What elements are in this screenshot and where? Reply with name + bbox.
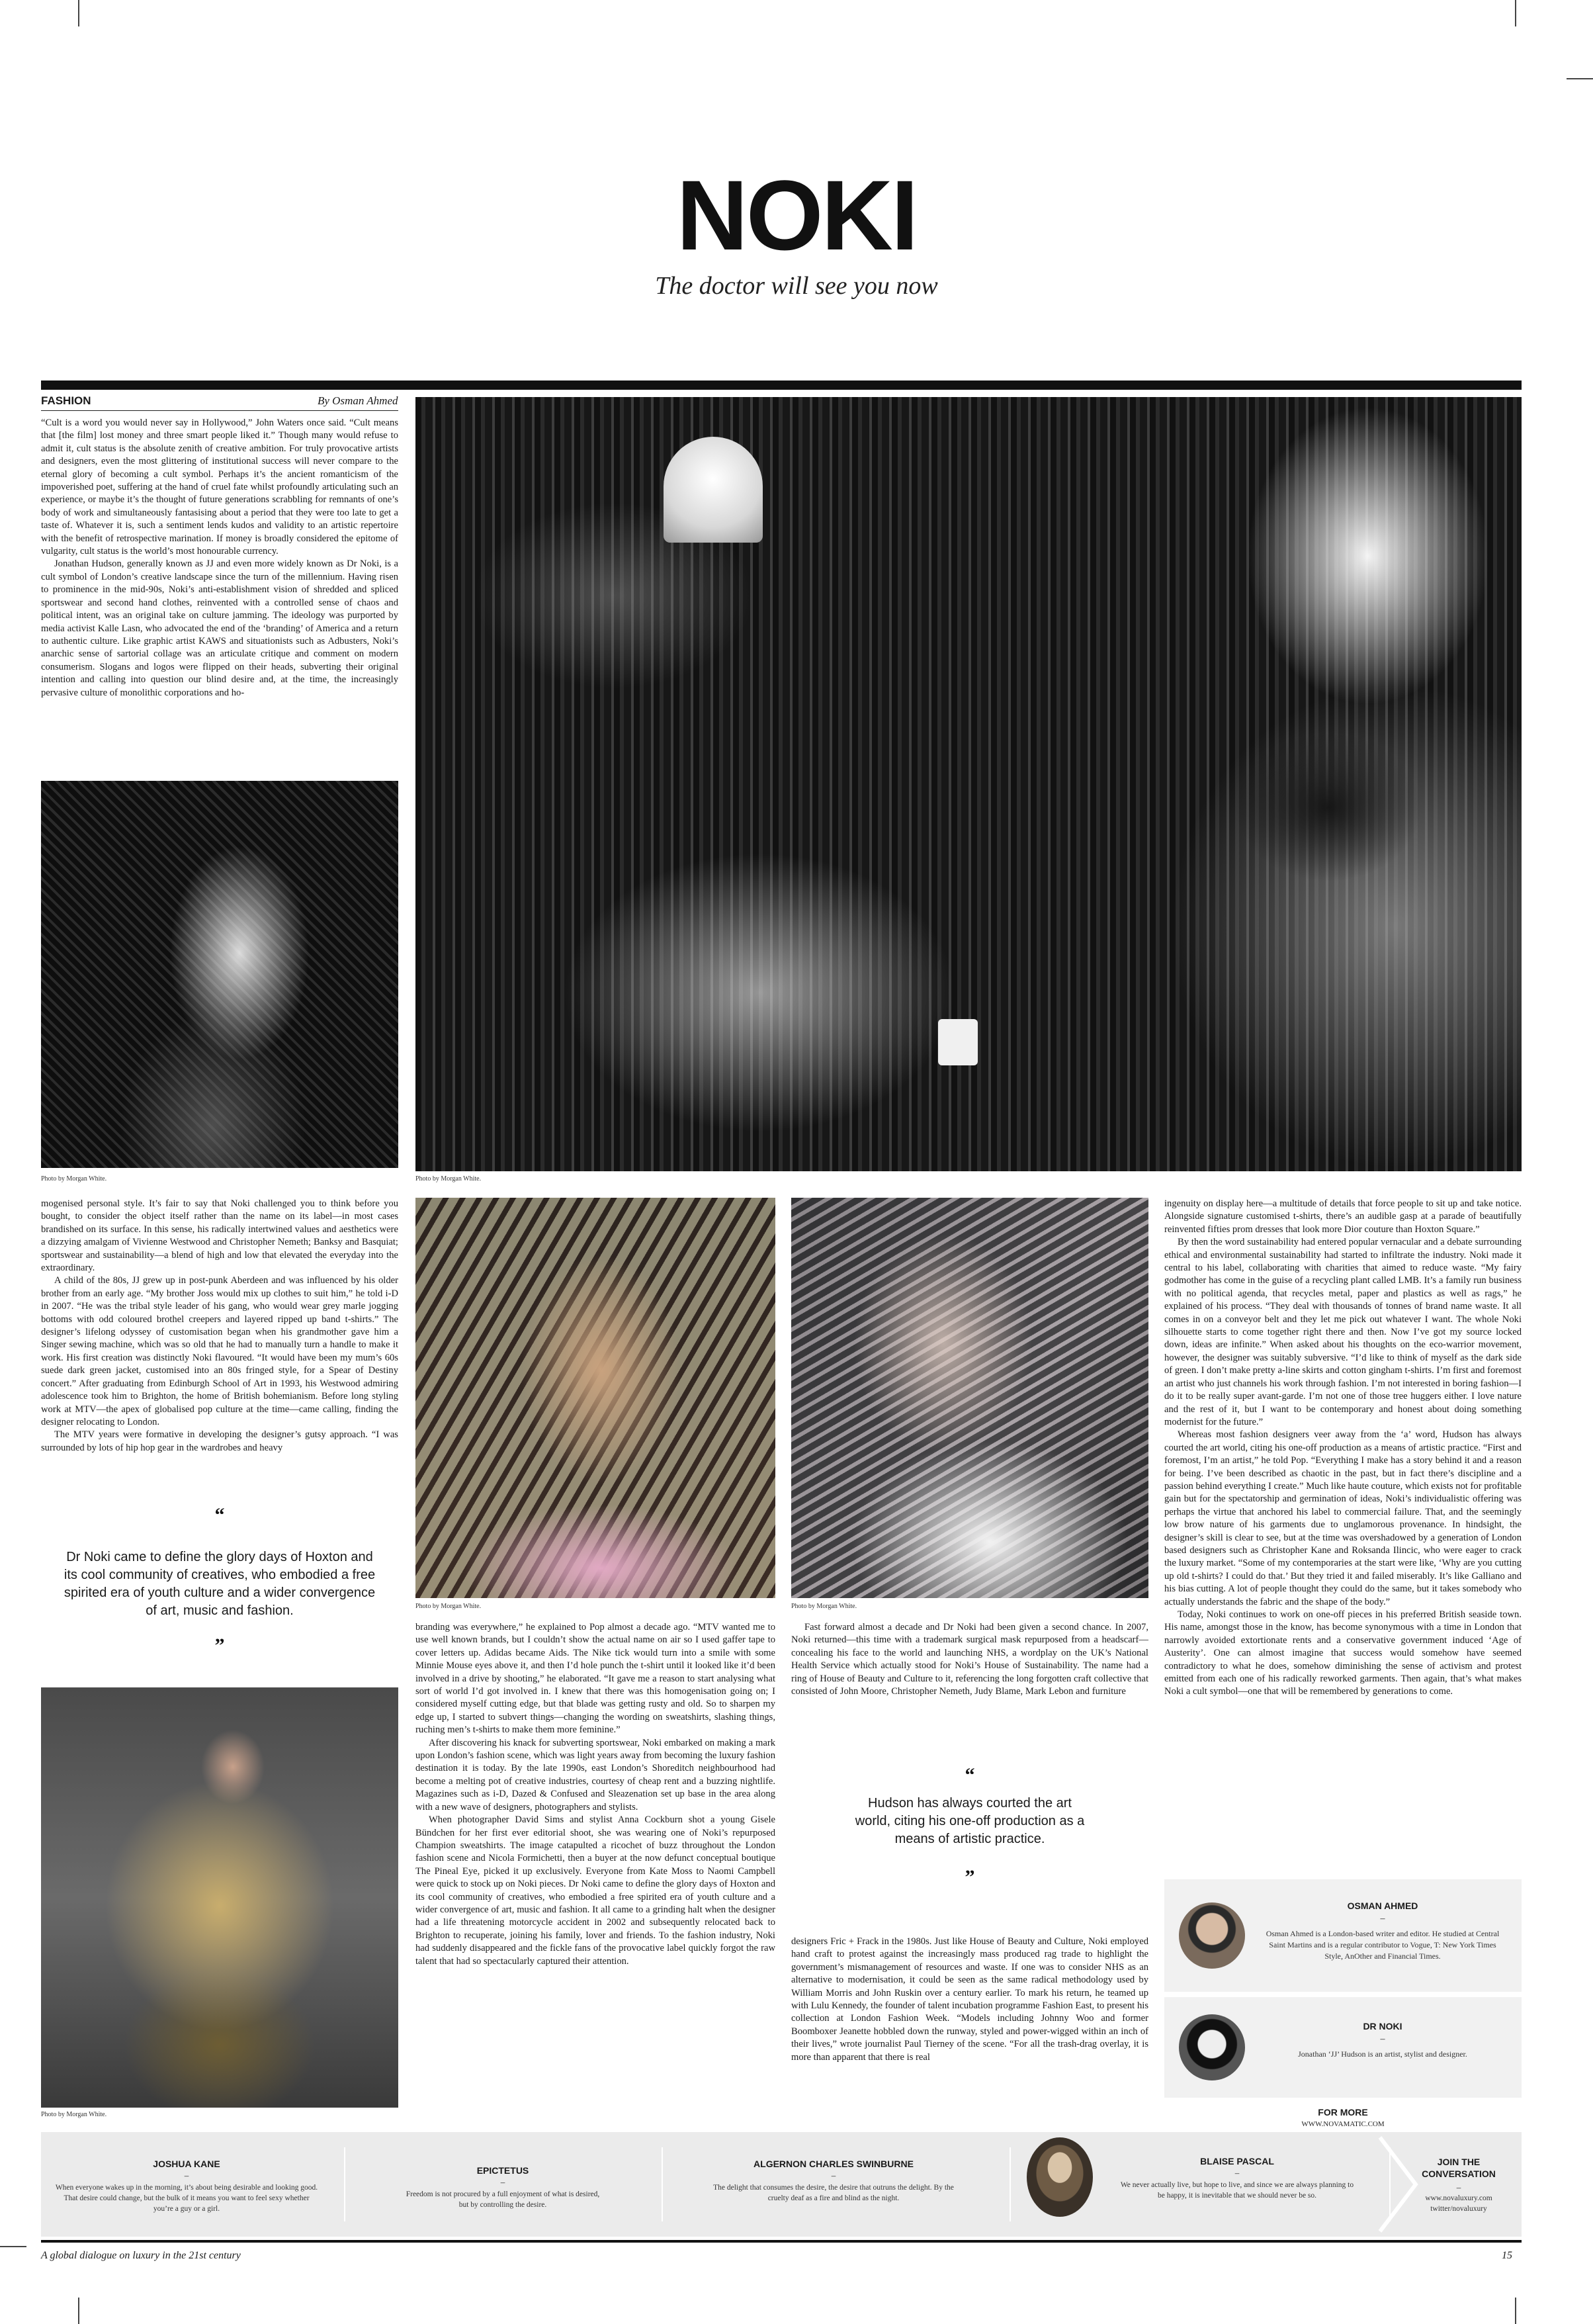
divider: [662, 2147, 663, 2221]
jacket-photo: [41, 1687, 398, 2108]
lamp-shape: [664, 437, 763, 543]
article-column-3b: [791, 1936, 1148, 2109]
article-column-3: [791, 1621, 1148, 1754]
paragraph: When photographer David Sims and stylist Anna Cockburn shot a young Gisele Bündchen for her first ever editorial shoot, she was wearing one of Noki’s repurposed Champion sweatshirts. The image catapulted a ricochet of buzz throughout the London fashion scene and Nicola Formichetti, then a buyer at the now defunct conceptual boutique The Pineal Eye, picked it up exclusively. Everyone from Kate Moss to Naomi Campbell were quick to stock up on Noki pieces. Dr Noki came to define the glory days of Hoxton and its cool community of creatives, who embodied a free spirited era of youth culture and a wider convergence of art, music and fashion. It all came to a grinding halt when the designer had a life threatening motorcycle accident in 2002 and subsequently relocated back to Brighton to recuperate, joining his family, lover and friends. To the fashion industry, Noki had suddenly disappeared and the fickle fans of the provocative label quickly forgot the raw talent that had so spectacularly captured their attention.: [415, 1814, 775, 1967]
subject-bio-card: [1164, 1997, 1522, 2098]
for-more-heading: FOR MORE: [1318, 2107, 1368, 2118]
crop-mark: [1567, 78, 1593, 79]
join-card: [1402, 2132, 1515, 2237]
divider: –: [1456, 2182, 1461, 2192]
paragraph: Jonathan Hudson, generally known as JJ and even more widely known as Dr Noki, is a cult symbol of London’s creative landscape since the turn of the millennium. Having risen to prominence in the mid-90s, Noki’s anti-establishment vision of shredded and spliced sportswear and second hand clothes, reinvented with a controlled sense of chaos and political intent, was an original take on culture jamming. The ideology was purported by media activist Kalle Lasn, who advocated the end of the ‘branding’ of America and a return to authentic culture. Like graphic artist KAWS and situationists such as Adbusters, Noki’s anarchic sense of sartorial collage was an articulate critique and comment on modern consumerism. Slogans and logos were flipped on their heads, subverting their original intention and calling into question our blind desire and, at the time, the increasingly pervasive culture of monolithic corporations and ho-: [41, 559, 398, 698]
divider: [344, 2147, 345, 2221]
author-bio-card: [1164, 1879, 1522, 1992]
quote-text: The delight that consumes the desire, the desire that outruns the delight. By the cruelty deaf as a fire and blind as the night.: [713, 2184, 954, 2202]
photo-caption: Photo by Morgan White.: [41, 2111, 107, 2118]
section-bar: [41, 380, 1522, 390]
avatar: [1179, 1902, 1245, 1969]
quote-close-icon: ”: [214, 1634, 225, 1656]
footer-tagline: A global dialogue on luxury in the 21st century: [41, 2250, 241, 2261]
quote-card: [54, 2132, 319, 2237]
divider: –: [1380, 2034, 1385, 2044]
page-subtitle: The doctor will see you now: [655, 272, 938, 300]
quote-card: [1098, 2132, 1376, 2237]
twitter-link[interactable]: twitter/novaluxury: [1430, 2205, 1487, 2213]
paragraph: designers Fric + Frack in the 1980s. Just like House of Beauty and Culture, Noki employed hand craft to protest against the increasingly mass produced rag trade to highlight the government’s mismanagement of resources and waste. If one was to consider NHS as an alternative to modernisation, it could be seen as the same radical methodology used by William Morris and John Ruskin over a century earlier. To mark his return, he teamed up with Lulu Kennedy, the founder of talent incubation programme Fashion East, to present his collection at London Fashion Week. “Models including Johnny Woo and former Boomboxer Jeanette hobbled down the runway, styled and power-wigged within an inch of their lives,” wrote journalist Paul Tierney of the scene. “For all the trash-drag overlay, it is more than apparent that there is real: [791, 1936, 1148, 2063]
divider: –: [831, 2170, 836, 2180]
article-column-1: [41, 417, 398, 771]
page-number: 15: [1502, 2250, 1512, 2261]
page-title: NOKI: [676, 159, 917, 271]
quote-card: [675, 2132, 992, 2237]
paragraph: Whereas most fashion designers veer away from the ‘a’ word, Hudson has always courted the art world, citing his one-off production as a means of artistic practice. “First and foremost, I’m an artist,” he told Pop. “Everything I make has a story behind it and a reason for being. I’ve been described as chaotic in the past, but in fact there’s discipline and a passion behind everything I create.” Much like haute couture, which exists not for profitable gain but for the spectatorship and germination of ideas, Noki’s individualistic offering was perhaps the virtue that anchored his label to commercial failure. That, and the seemingly low brow nature of his garments due to unglamorous provenance. In hindsight, the designer’s skill is clear to see, but at the time was overshadowed by a generation of London based designers such as Christopher Kane and Roksanda Ilincic, who were eager to crack the luxury market. “Some of my contemporaries at the start were like, ‘Why are you cutting up old t-shirts? I could do that.’ But they tried it and failed miserably. It’s like Galliano and his bias cutting. A lot of people thought they could do the same, but it takes somebody who actually understands the fabric and the shape of the body.”: [1164, 1429, 1522, 1607]
pull-quote: Dr Noki came to define the glory days of Hoxton and its cool community of creatives, who embodied a free spirited era of youth culture and a wider convergence of art, music and fashion.: [64, 1550, 376, 1618]
divider: [1010, 2147, 1011, 2221]
quote-text: When everyone wakes up in the morning, it’s about being desirable and looking good. That desire could change, but the bulk of it means you want to feel sexy whether you’re a guy or a girl.: [55, 2184, 318, 2213]
divider: –: [184, 2170, 189, 2180]
join-title: JOIN THE CONVERSATION: [1422, 2157, 1496, 2179]
quote-close-icon: ”: [965, 1866, 975, 1888]
paragraph: “Cult is a word you would never say in Hollywood,” John Waters once said. “Cult means that [the film] lost money and three smart people liked it.” Though many would refuse to admit it, cult status is the absolute zenith of creative ambition. For truly provocative artists and designers, even the most glittering of institutional success will never compare to the eternal glory of becoming a cult symbol. Perhaps it’s the ancient romanticism of the impoverished poet, suffering at the hand of cruel fate whilst profoundly articulating such an experience, or maybe it’s the thought of future generations scrabbling for remnants of one’s body of work and simultaneously fantasising about a period that they were too late to get a taste of. Whatever it is, such a sentiment lends kudos and validity to an artistic repertoire with the benefit of retrospective marination. If money is broadly considered the epitome of vulgarity, cult status is the world’s most honourable currency.: [41, 418, 398, 557]
crop-mark: [1515, 0, 1516, 26]
paragraph: branding was everywhere,” he explained to Pop almost a decade ago. “MTV wanted me to use well known brands, but I couldn’t show the actual name on air so I used gaffer tape to cover letters up. Adidas became Aids. The Nike tick would turn into a smile with some Minnie Mouse eyes above it, and then I’d hole punch the t-shirt until it looked like it’d been involved in a drive by shooting,” he elaborated. “It gave me a reason to start analysing what sort of world I’d got involved in. I knew that there was this homogenisation going on; I considered myself cutting edge, but that blade was getting rusty and old. So to sharpen my edge up, I started to subvert things—changing the wording on sweatshirts, slashing things, ruching men’s t-shirts to make them more feminine.”: [415, 1622, 775, 1736]
footer-rule: [41, 2240, 1522, 2243]
section-rule: [41, 410, 398, 411]
article-column-1b: [41, 1198, 398, 1482]
studio-photo: [415, 397, 1522, 1171]
quote-open-icon: “: [214, 1504, 225, 1526]
paragraph: ingenuity on display here—a multitude of details that force people to sit up and take notice. Alongside signature customised t-shirts, there’s an audible gasp at a parade of beautifully reinvented fifties prom dresses that look more Dior couture than Hoxton Square.”: [1164, 1198, 1522, 1235]
paragraph: After discovering his knack for subverting sportswear, Noki embarked on making a mark upon London’s fashion scene, which was light years away from becoming the luxury fashion destination it is today. By the late 1990s, east London’s Shoreditch neighbourhood had become a melting pot of creative industries, courtesy of cheap rent and a buzzing nightlife. Magazines such as i-D, Dazed & Confused and Sleazenation set up base in the area along with a new wave of designers, photographers and stylists.: [415, 1737, 775, 1812]
pascal-portrait: [1027, 2137, 1093, 2217]
pull-quote: Hudson has always courted the art world, citing his one-off production as a means of artistic practice.: [855, 1796, 1085, 1846]
quote-author: ALGERNON CHARLES SWINBURNE: [753, 2159, 914, 2169]
paragraph: By then the word sustainability had entered popular vernacular and a debate surrounding ethical and environmental sustainability had started to infiltrate the industry. Noki made it central to his label, collaborating with charities that aimed to reduce waste. “My fairy godmother has come in the guise of a recycling plant called LMB. It’s a family run business with no political agenda, that recycles metal, paper and plastics as well as rags,” he explained of his process. “They deal with thousands of tonnes of brand name waste. It all comes in on a conveyor belt and they let me pick out whatever I want. The whole Noki silhouette starts to come together right there and then. Now I’ve got my source locked down, ideas are infinite.” When asked about his thoughts on the eco-warrior movement, however, the designer was suitably subversive. “I’d like to think of myself as the dark side of green. I don’t make pretty a-line skirts and cotton gingham t-shirts. I’m first and foremost an artist who just channels his work through fashion. I’m not interested in boring fashion—I do it to be really super avant-garde. I’m not one of those tree huggers either. I love nature and the rest of it, but I want to be contemporary and honest about doing something modernist for the future.”: [1164, 1237, 1522, 1427]
crop-mark: [0, 2246, 26, 2247]
author-name: OSMAN AHMED: [1347, 1900, 1418, 1911]
photo-caption: Photo by Morgan White.: [415, 1603, 482, 1610]
paragraph: mogenised personal style. It’s fair to say that Noki challenged you to think before you bought, to consider the object itself rather than the name on its label—in most cases brandished on its surface. In this sense, his radically intertwined values and aesthetics were a dizzying amalgam of Vivienne Westwood and Christopher Nemeth; Banksy and Basquiat; sportswear and sustainability—a blend of high and low that elevated the everyday into the extraordinary.: [41, 1198, 398, 1274]
site-link[interactable]: www.novaluxury.com: [1425, 2194, 1492, 2202]
crop-mark: [1515, 2298, 1516, 2324]
article-column-4: [1164, 1198, 1522, 1859]
photo-caption: Photo by Morgan White.: [41, 1175, 107, 1183]
quote-open-icon: “: [965, 1764, 975, 1786]
mask-photo-2: [791, 1198, 1148, 1598]
paragraph: A child of the 80s, JJ grew up in post-punk Aberdeen and was influenced by his older brother from an early age. “My brother Joss would mix up clothes to suit him,” he told i-D in 2007. “He was the tribal style leader of his gang, who would wear grey marle jogging bottoms with odd coloured brothel creepers and layered ripped up band t-shirts.” The designer’s lifelong odyssey of customisation began when his grandmother gave him a Singer sewing machine, which was so old that he had to manually turn a handle to make it work. His first creation was distinctly Noki flavoured. “It would have been my mum’s 60s suede dark green jacket, customised into an 80s fringed style, for a Spear of Destiny concert.” After graduating from Edinburgh School of Art in 1993, his Westwood admiring adolescence took him to Brighton, the home of British bohemianism. Before long styling work at MTV—the apex of globalised pop culture at the time—came calling, finding the designer relocating to London.: [41, 1275, 398, 1427]
divider: –: [1380, 1914, 1385, 1924]
paragraph: The MTV years were formative in developing the designer’s gutsy approach. “I was surrounded by lots of hip hop gear in the wardrobes and heavy: [41, 1429, 398, 1453]
section-label: FASHION: [41, 394, 91, 407]
paragraph: Fast forward almost a decade and Dr Noki had been given a second chance. In 2007, Noki returned—this time with a trademark surgical mask repurposed from a headscarf—concealing his face to the world and launching NHS, a wordplay on the UK’s National Health Service which actually stood for Noki’s House of Sustainability. The name had a ring of House of Beauty and Culture to it, referencing the long forgotten craft collective that consisted of John Moore, Christopher Nemeth, Judy Blame, Mark Lebon and furniture: [791, 1622, 1148, 1697]
quote-card: [361, 2132, 645, 2237]
author-description: Osman Ahmed is a London-based writer and editor. He studied at Central Saint Martins and is a regular contributor to Vogue, T: New York Times Style, AnOther and Financial Times.: [1266, 1929, 1500, 1961]
portrait-photo: [41, 781, 398, 1168]
quote-text: Freedom is not procured by a full enjoyment of what is desired, but by controlling the desire.: [406, 2190, 600, 2209]
divider: –: [500, 2177, 505, 2187]
quote-text: We never actually live, but hope to live, and since we are always planning to be happy, it is inevitable that we should never be so.: [1120, 2181, 1354, 2200]
divider: –: [1234, 2168, 1240, 2178]
more-link[interactable]: WWW.NOVAMATIC.COM: [1301, 2120, 1385, 2128]
quote-author: JOSHUA KANE: [153, 2159, 220, 2169]
quote-author: EPICTETUS: [476, 2165, 529, 2176]
article-column-2: [415, 1621, 775, 2108]
mask-photo-1: [415, 1198, 775, 1598]
crop-mark: [78, 2298, 79, 2324]
quote-author: BLAISE PASCAL: [1200, 2156, 1274, 2167]
subject-name: DR NOKI: [1363, 2021, 1402, 2032]
byline: By Osman Ahmed: [318, 394, 398, 407]
subject-description: Jonathan ‘JJ’ Hudson is an artist, stylist and designer.: [1298, 2049, 1467, 2059]
paragraph: Today, Noki continues to work on one-off pieces in his preferred British seaside town. His name, amongst those in the know, has become synonymous with a time in London that narrowly avoided extortionate rents and a conservative government induced ‘Age of Austerity’. One can almost imagine that success would somehow have seemed contradictory to what he does, somehow diminishing the sense of activism and protest emitted from each one of his radically reworked garments. Then again, that’s what makes Noki a cult symbol—one that will be remembered by generations to come.: [1164, 1609, 1522, 1697]
avatar: [1179, 2014, 1245, 2080]
photo-caption: Photo by Morgan White.: [791, 1603, 857, 1610]
crop-mark: [78, 0, 79, 26]
photo-caption: Photo by Morgan White.: [415, 1175, 482, 1183]
mug-shape: [938, 1019, 978, 1065]
